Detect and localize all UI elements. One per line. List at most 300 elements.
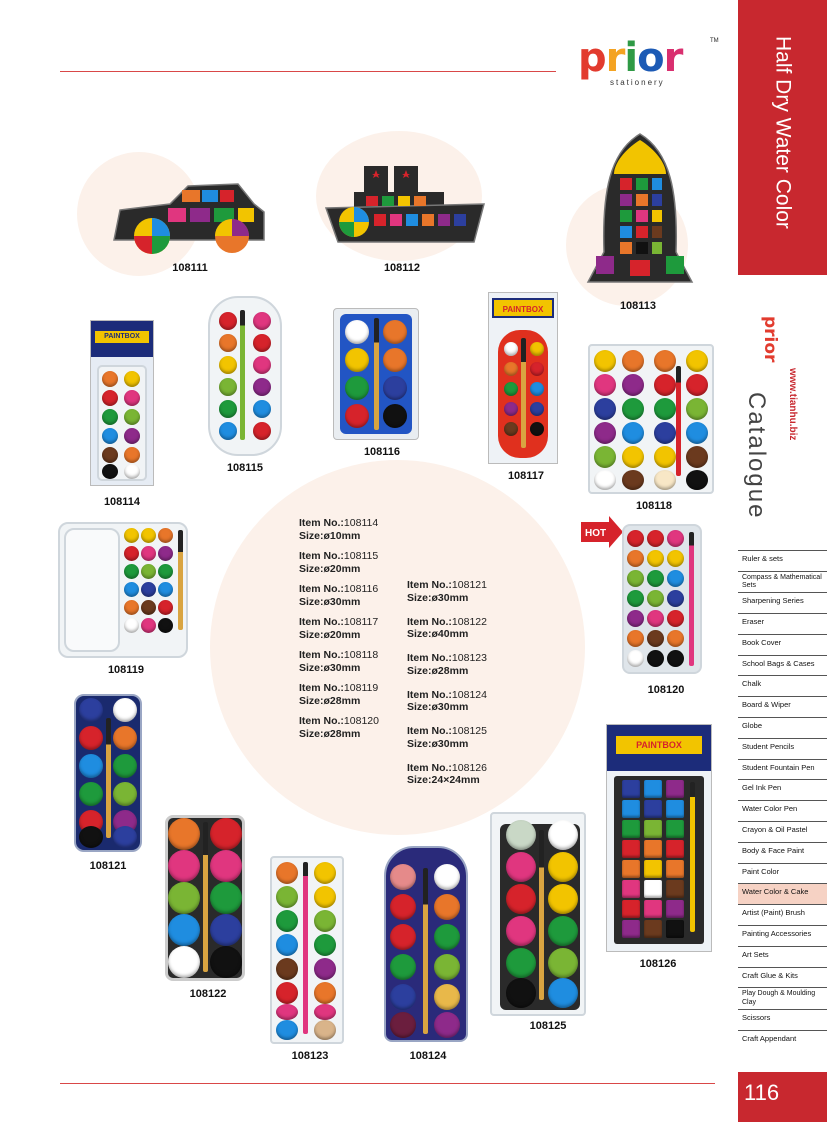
paint-cake [390,924,416,950]
paint-cake [253,378,271,396]
paint-cake [667,630,684,647]
paint-cake [102,447,118,463]
paint-cake [314,910,336,932]
side-prior-logo [745,312,780,382]
paint-cake [390,954,416,980]
spec-size: ø30mm [431,591,469,604]
category-item[interactable]: Chalk [738,675,827,696]
paint-cake [219,400,237,418]
product-code: 108119 [107,664,145,676]
spec-size: ø10mm [323,529,361,542]
paint-cake [530,342,544,356]
paint-cake [622,470,644,490]
paint-cake [654,374,676,396]
category-item[interactable]: Sharpening Series [738,592,827,613]
paint-cake [627,590,644,607]
paint-cake [654,422,676,444]
mixing-tray [64,528,120,652]
spec-list-left [299,517,379,748]
paint-cake [627,550,644,567]
paint-cake [504,342,518,356]
paint-cake [210,818,242,850]
category-item[interactable]: Water Color Pen [738,800,827,821]
paint-cake [158,546,173,561]
category-item[interactable]: Student Fountain Pen [738,759,827,780]
spec-item: 108114 [343,517,379,529]
paint-cake [168,850,200,882]
paint-cake [219,356,237,374]
category-item[interactable]: Paint Color [738,863,827,884]
paint-cake [168,882,200,914]
category-item[interactable]: Craft Appendant [738,1030,827,1051]
spec-label: Item No.: [299,517,344,529]
paint-cake [622,900,640,918]
paint-cake [644,820,662,838]
paint-cake [622,350,644,372]
paint-cake [622,840,640,858]
paint-cake [168,818,200,850]
paint-cake [434,894,460,920]
paint-cake [506,884,536,914]
product-code: 108117 [507,470,545,482]
paint-cake [666,820,684,838]
paint-cake [644,920,662,938]
paint-cake [124,428,140,444]
spec-item: 108115 [343,550,379,562]
paint-cake [276,958,298,980]
category-item[interactable]: Crayon & Oil Pastel [738,821,827,842]
paint-cake [314,1004,336,1020]
product-108112-ship-palette [324,162,486,246]
spec-label: Item No.: [299,715,344,727]
spec-entry [407,616,487,653]
spec-item: 108117 [343,616,379,628]
spec-entry [299,517,379,550]
spec-entry [407,579,487,616]
spec-label: Item No.: [407,688,452,701]
paint-cake [124,600,139,615]
category-item-active[interactable]: Water Color & Cake [738,883,827,904]
brush [539,830,544,1000]
spec-entry [299,616,379,649]
paint-cake [314,958,336,980]
spec-size-label: Size: [299,529,324,542]
paint-cake [314,982,336,1004]
brush [521,338,526,448]
brush [374,318,379,430]
paint-cake [647,610,664,627]
paint-cake [622,422,644,444]
category-item[interactable]: Body & Face Paint [738,842,827,863]
sidebar-url[interactable]: www.tianhu.biz [787,368,798,441]
spec-label: Item No.: [299,550,344,562]
section-title: Half Dry Water Color [771,36,795,229]
paint-cake [210,882,242,914]
spec-entry [299,715,379,748]
spec-entry [299,682,379,715]
spec-size: 24×24mm [431,774,480,786]
spec-size-label: Size: [407,701,432,713]
paint-cake [594,422,616,444]
spec-size-label: Size: [407,774,432,786]
paint-cake [622,398,644,420]
paint-cake [654,470,676,490]
product-code: 108121 [89,860,127,872]
paint-cake [102,409,118,425]
spec-label: Item No.: [407,652,452,664]
paint-cake [434,864,460,890]
paint-cake [276,1020,298,1040]
paint-cake [113,826,137,848]
spec-size: ø40mm [431,628,469,640]
paint-cake [141,546,156,561]
category-item[interactable]: Globe [738,717,827,738]
pack-label: PAINTBOX [95,331,149,343]
brush [106,718,111,838]
paint-cake [506,820,536,850]
paint-cake [647,570,664,587]
spec-size-label: Size: [299,727,324,740]
paint-cake [102,428,118,444]
paint-cake [548,884,578,914]
paint-cake [219,422,237,440]
paint-cake [434,954,460,980]
category-item[interactable]: Art Sets [738,946,827,967]
paint-cake [530,402,544,416]
spec-label: Item No.: [299,649,344,661]
sidebar-catalogue: Catalogue [743,392,770,520]
paint-cake [530,422,544,436]
paint-cake [654,446,676,468]
category-item[interactable]: Board & Wiper [738,696,827,717]
paint-cake [594,470,616,490]
footer-rule [60,1083,715,1084]
paint-cake [345,348,369,372]
paint-cake [506,948,536,978]
spec-label: Item No.: [407,579,452,591]
paint-cake [210,850,242,882]
brush [178,530,183,630]
spec-entry [299,649,379,682]
category-item[interactable]: Painting Accessories [738,925,827,946]
spec-entry [299,550,379,583]
paint-cake [276,910,298,932]
hot-arrow-icon [579,516,623,548]
bg-circle-specs [210,460,585,835]
paint-cake [124,409,140,425]
paint-cake [594,374,616,396]
product-code: 108125 [529,1020,567,1032]
paint-cake [219,312,237,330]
brush [690,782,695,932]
paint-cake [113,726,137,750]
paint-cake [594,398,616,420]
product-108111-car-palette [110,178,268,256]
paint-cake [622,800,640,818]
spec-item: 108118 [343,649,379,661]
spec-size: ø30mm [431,737,469,750]
paint-cake [627,650,644,667]
logo-letter-r2: r [663,35,683,81]
paint-cake [253,312,271,330]
spec-size: ø30mm [323,661,361,674]
paint-cake [210,914,242,946]
paint-cake [141,600,156,615]
paint-cake [686,398,708,420]
paint-cake [113,754,137,778]
paint-cake [548,978,578,1008]
logo-word [578,35,718,81]
paint-cake [276,862,298,884]
paint-cake [345,376,369,400]
category-item[interactable]: Compass & Mathematical Sets [738,571,827,593]
product-code: 108123 [291,1050,329,1062]
paint-cake [158,582,173,597]
product-code: 108118 [635,500,673,512]
paint-cake [594,350,616,372]
paint-cake [686,422,708,444]
paint-cake [124,390,140,406]
spec-size: ø28mm [323,694,361,707]
spec-size: ø30mm [431,701,469,713]
spec-size-label: Size: [407,664,432,677]
spec-size-label: Size: [299,628,324,641]
paint-cake [113,698,137,722]
spec-entry [407,762,487,799]
category-item[interactable]: Scissors [738,1009,827,1030]
paint-cake [644,800,662,818]
paint-cake [158,564,173,579]
paint-cake [383,376,407,400]
spec-size-label: Size: [299,661,324,674]
paint-cake [506,852,536,882]
paint-cake [548,820,578,850]
paint-cake [506,916,536,946]
paint-cake [647,590,664,607]
paint-cake [548,852,578,882]
category-item[interactable]: Artist (Paint) Brush [738,904,827,925]
spec-label: Item No.: [299,616,344,628]
paint-cake [647,530,664,547]
paint-cake [219,334,237,352]
product-108113-rocket-palette [586,132,694,292]
paint-cake [666,840,684,858]
spec-size-label: Size: [299,595,324,608]
paint-cake [666,900,684,918]
paint-cake [253,422,271,440]
paint-cake [276,1004,298,1020]
paint-cake [686,446,708,468]
category-item[interactable]: Book Cover [738,634,827,655]
paint-cake [79,754,103,778]
brush [203,822,208,972]
paint-cake [686,470,708,490]
paint-cake [158,528,173,543]
paint-cake [622,880,640,898]
spec-size-label: Size: [299,562,324,575]
paint-cake [253,334,271,352]
category-item[interactable]: Craft Glue & Kits [738,967,827,988]
paint-cake [124,464,140,479]
paint-cake [383,320,407,344]
product-code: 108114 [103,496,141,508]
logo-subtitle: stationery [610,78,665,87]
paint-cake [666,880,684,898]
paint-cake [627,570,644,587]
paint-cake [686,374,708,396]
spec-size-label: Size: [299,694,324,707]
paint-cake [644,880,662,898]
spec-item: 108123 [451,652,487,664]
paint-cake [253,400,271,418]
paint-cake [667,610,684,627]
spec-label: Item No.: [407,761,452,774]
product-code: 108122 [189,988,227,1000]
spec-size: ø20mm [323,628,361,641]
product-code: 108115 [226,462,264,474]
paint-cake [345,404,369,428]
product-code: 108126 [639,958,677,970]
spec-item: 108121 [451,579,487,591]
paint-cake [666,780,684,798]
paint-cake [345,320,369,344]
paint-cake [644,840,662,858]
side-logo-text: prior [760,316,780,363]
spec-size-label: Size: [407,628,432,640]
product-code: 108120 [647,684,685,696]
paint-cake [666,800,684,818]
brush [240,310,245,440]
paint-cake [253,356,271,374]
spec-entry [407,689,487,726]
paint-cake [504,382,518,396]
paint-cake [644,900,662,918]
spec-list-right [407,579,487,798]
product-code: 108124 [409,1050,447,1062]
header-rule [60,71,556,72]
spec-size: ø28mm [431,664,469,677]
paint-cake [79,826,103,848]
paint-cake [141,582,156,597]
paint-cake [276,934,298,956]
spec-entry [407,725,487,762]
paint-cake [390,864,416,890]
paint-cake [622,920,640,938]
spec-item: 108122 [451,615,487,628]
pack-label: PAINTBOX [492,298,554,318]
paint-cake [168,914,200,946]
paint-cake [314,862,336,884]
category-item[interactable]: Eraser [738,613,827,634]
paint-cake [594,446,616,468]
paint-cake [434,984,460,1010]
paint-cake [686,350,708,372]
paint-cake [622,860,640,878]
paint-cake [504,402,518,416]
paint-cake [314,1020,336,1040]
logo-letter-o: o [637,35,664,81]
paint-cake [276,886,298,908]
paint-cake [141,564,156,579]
paint-cake [390,984,416,1010]
spec-entry [299,583,379,616]
prior-logo [578,35,719,88]
logo-letter-r: r [605,35,625,81]
paint-cake [506,978,536,1008]
paint-cake [667,570,684,587]
product-code: 108111 [172,262,208,274]
paint-cake [390,1012,416,1038]
brush [676,366,681,476]
brush [689,532,694,666]
paint-cake [666,860,684,878]
paint-cake [654,350,676,372]
paint-cake [548,948,578,978]
trademark: TM [710,38,719,44]
paint-cake [667,590,684,607]
paint-cake [644,860,662,878]
category-item[interactable]: Play Dough & Moulding Clay [738,987,827,1009]
spec-label: Item No.: [407,615,452,628]
product-108114-small-pack [90,320,154,486]
brush [303,862,308,1034]
paint-cake [102,390,118,406]
paint-cake [219,378,237,396]
category-list [738,550,827,1051]
paint-cake [124,528,139,543]
paint-cake [434,1012,460,1038]
paint-cake [622,374,644,396]
category-item[interactable]: Ruler & sets [738,550,827,571]
category-item[interactable]: School Bags & Cases [738,655,827,676]
category-item[interactable]: Student Pencils [738,738,827,759]
brush [423,868,428,1034]
paint-cake [647,550,664,567]
paint-cake [124,618,139,633]
paint-cake [627,610,644,627]
pack-label: PAINTBOX [616,736,702,754]
spec-item: 108124 [451,688,487,701]
hot-label: HOT [585,528,607,539]
spec-label: Item No.: [407,725,452,737]
spec-item: 108119 [343,682,379,694]
paint-cake [530,382,544,396]
paint-cake [667,650,684,667]
logo-letter-p: p [578,35,606,81]
paint-cake [667,530,684,547]
spec-size-label: Size: [407,591,432,604]
paint-cake [548,916,578,946]
paint-cake [124,546,139,561]
product-code: 108116 [363,446,401,458]
paint-cake [383,348,407,372]
spec-entry [407,652,487,689]
paint-cake [627,630,644,647]
paint-cake [276,982,298,1004]
paint-cake [141,618,156,633]
paint-cake [124,582,139,597]
category-item[interactable]: Gel Ink Pen [738,779,827,800]
paint-cake [314,934,336,956]
paint-cake [644,780,662,798]
spec-item: 108126 [451,761,487,774]
spec-label: Item No.: [299,583,344,595]
paint-cake [667,550,684,567]
paint-cake [102,464,118,479]
product-code: 108113 [619,300,657,312]
paint-cake [530,362,544,376]
paint-cake [647,630,664,647]
